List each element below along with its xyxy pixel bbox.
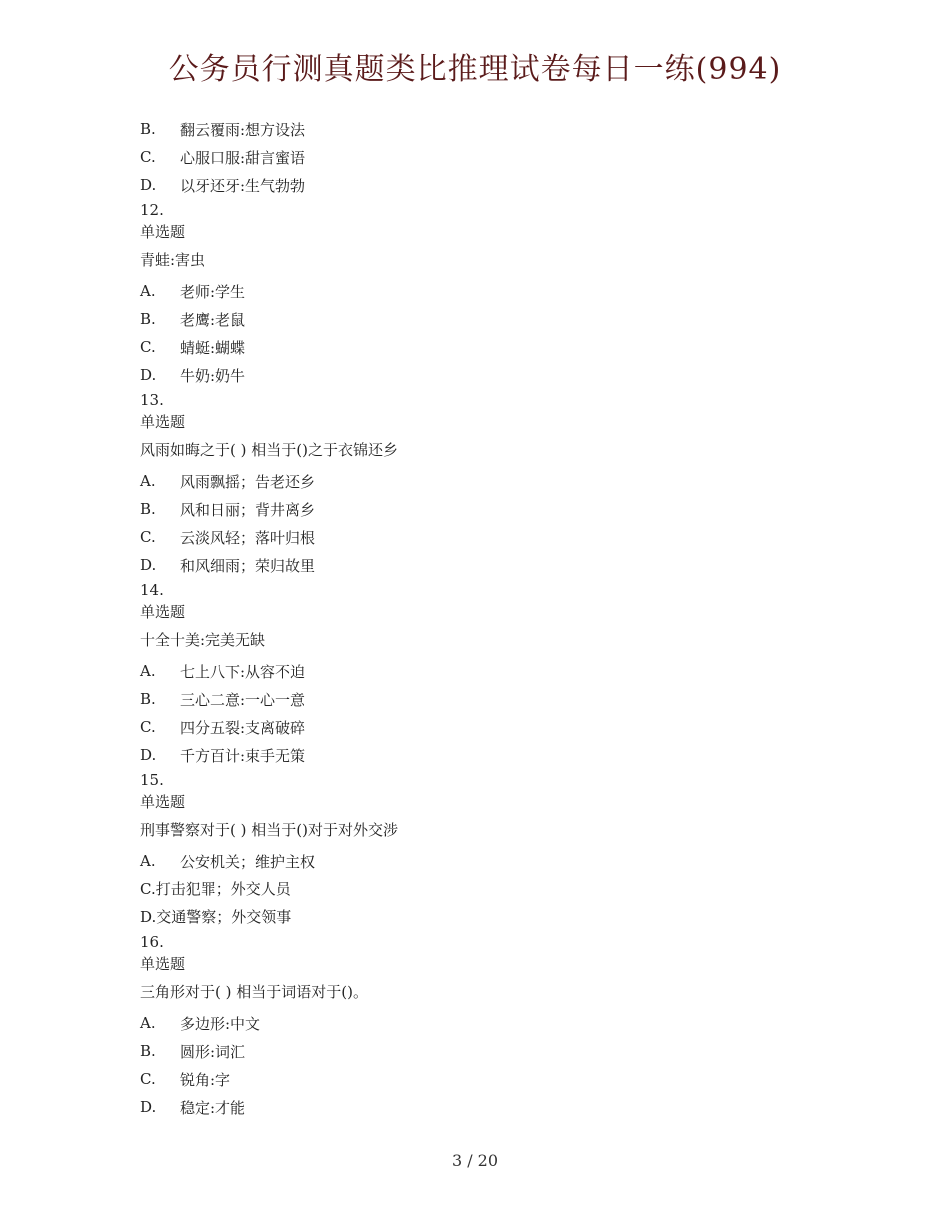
option-letter: D. bbox=[140, 746, 157, 764]
option-c bbox=[140, 143, 840, 171]
option-text: 以牙还牙:生气勃勃 bbox=[180, 176, 306, 195]
option-letter: C. bbox=[140, 338, 156, 356]
option-letter: C. bbox=[140, 528, 156, 546]
option-a bbox=[140, 467, 840, 495]
question-stem: 风雨如晦之于( ) 相当于()之于衣锦还乡 bbox=[140, 441, 398, 459]
option-b bbox=[140, 305, 840, 333]
option-c bbox=[140, 333, 840, 361]
option-letter: B. bbox=[140, 690, 156, 708]
option-letter: B. bbox=[140, 120, 156, 138]
option-text: 老鹰:老鼠 bbox=[180, 310, 246, 329]
option-letter: B. bbox=[140, 500, 156, 518]
question-type: 单选题 bbox=[140, 413, 186, 431]
document-title: 公务员行测真题类比推理试卷每日一练(994) bbox=[168, 52, 782, 87]
option-text: 蜻蜓:蝴蝶 bbox=[180, 338, 246, 357]
option-letter: D. bbox=[140, 1098, 157, 1116]
question-number: 14. bbox=[140, 581, 164, 599]
option-text: 风雨飘摇；告老还乡 bbox=[180, 472, 316, 491]
option-text: 公安机关；维护主权 bbox=[180, 852, 316, 871]
question-stem: 三角形对于( ) 相当于词语对于()。 bbox=[140, 983, 368, 1001]
option-b bbox=[140, 495, 840, 523]
option-b bbox=[140, 1037, 840, 1065]
option-c: C.打击犯罪；外交人员 bbox=[140, 880, 291, 898]
option-a bbox=[140, 277, 840, 305]
option-letter: B. bbox=[140, 1042, 156, 1060]
question-stem: 青蛙:害虫 bbox=[140, 251, 206, 269]
option-text: 牛奶:奶牛 bbox=[180, 366, 246, 385]
option-d bbox=[140, 551, 840, 579]
option-a bbox=[140, 657, 840, 685]
option-letter: A. bbox=[140, 662, 156, 680]
option-d bbox=[140, 1093, 840, 1121]
option-letter: D. bbox=[140, 556, 157, 574]
page-number: 3 / 20 bbox=[451, 1151, 499, 1170]
option-text: 云淡风轻；落叶归根 bbox=[180, 528, 316, 547]
option-letter: A. bbox=[140, 472, 156, 490]
option-text: 锐角:字 bbox=[180, 1070, 231, 1089]
option-c bbox=[140, 713, 840, 741]
option-d bbox=[140, 741, 840, 769]
option-text: 三心二意:一心一意 bbox=[180, 690, 306, 709]
option-b bbox=[140, 685, 840, 713]
option-letter: D. bbox=[140, 176, 157, 194]
question-type: 单选题 bbox=[140, 603, 186, 621]
option-d bbox=[140, 171, 840, 199]
question-type: 单选题 bbox=[140, 793, 186, 811]
option-text: 多边形:中文 bbox=[180, 1014, 261, 1033]
option-a bbox=[140, 1009, 840, 1037]
option-text: 和风细雨；荣归故里 bbox=[180, 556, 316, 575]
question-type: 单选题 bbox=[140, 955, 186, 973]
option-text: 稳定:才能 bbox=[180, 1098, 246, 1117]
option-c bbox=[140, 1065, 840, 1093]
option-text: 千方百计:束手无策 bbox=[180, 746, 306, 765]
option-text: 风和日丽；背井离乡 bbox=[180, 500, 316, 519]
option-letter: C. bbox=[140, 148, 156, 166]
option-letter: C. bbox=[140, 718, 156, 736]
option-letter: D. bbox=[140, 366, 157, 384]
option-letter: B. bbox=[140, 310, 156, 328]
question-number: 13. bbox=[140, 391, 164, 409]
option-text: 心服口服:甜言蜜语 bbox=[180, 148, 306, 167]
question-number: 12. bbox=[140, 201, 164, 219]
option-letter: A. bbox=[140, 852, 156, 870]
option-b bbox=[140, 115, 840, 143]
option-letter: A. bbox=[140, 282, 156, 300]
option-text: 老师:学生 bbox=[180, 282, 246, 301]
option-letter: C. bbox=[140, 1070, 156, 1088]
option-text: 圆形:词汇 bbox=[180, 1042, 246, 1061]
option-text: 七上八下:从容不迫 bbox=[180, 662, 306, 681]
option-text: 翻云覆雨:想方设法 bbox=[180, 120, 306, 139]
option-d: D.交通警察；外交领事 bbox=[140, 908, 292, 926]
question-stem: 刑事警察对于( ) 相当于()对于对外交涉 bbox=[140, 821, 398, 839]
question-type: 单选题 bbox=[140, 223, 186, 241]
option-a bbox=[140, 847, 840, 875]
question-number: 16. bbox=[140, 933, 164, 951]
option-letter: A. bbox=[140, 1014, 156, 1032]
question-number: 15. bbox=[140, 771, 164, 789]
option-text: 四分五裂:支离破碎 bbox=[180, 718, 306, 737]
question-list bbox=[140, 115, 840, 1121]
question-stem: 十全十美:完美无缺 bbox=[140, 631, 266, 649]
option-c bbox=[140, 523, 840, 551]
option-d bbox=[140, 361, 840, 389]
